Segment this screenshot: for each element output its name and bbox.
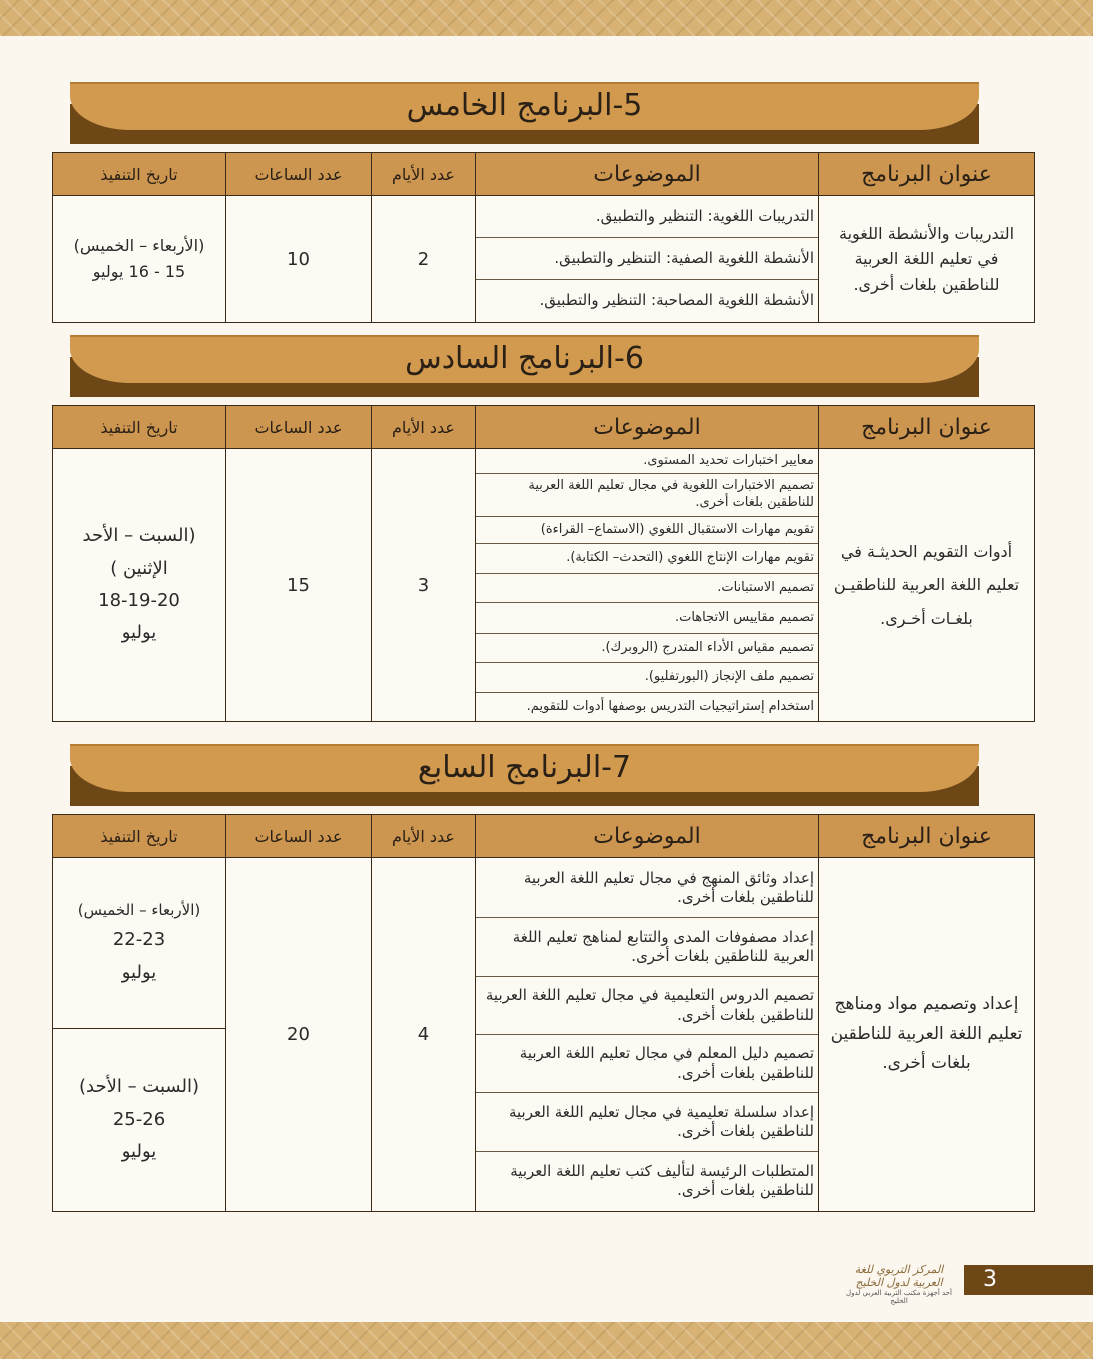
topic-item: تصميم مقياس الأداء المتدرج (الروبرك). <box>476 634 818 663</box>
program-7-hours: 20 <box>226 858 372 1212</box>
date-month: يوليو <box>121 1141 157 1163</box>
program-6-date <box>53 449 226 722</box>
logo-line-1: المركز التربوي للغة العربية لدول الخليج <box>854 1263 944 1289</box>
top-ornament-band <box>0 0 1093 36</box>
logo-line-2: أحد أجهزة مكتب التربية العربي لدول الخليج <box>846 1289 952 1305</box>
program-5-title: التدريبات والأنشطة اللغوية في تعليم اللغة العربية للناطقين بلغات أخرى. <box>819 196 1035 323</box>
col-topics-header: الموضوعات <box>476 153 819 196</box>
bottom-ornament-band <box>0 1322 1093 1359</box>
date-days: (الأربعاء – الخميس) <box>77 901 201 920</box>
program-5-heading: 5-البرنامج الخامس <box>406 88 643 123</box>
topic-item: إعداد سلسلة تعليمية في مجال تعليم اللغة العربية للناطقين بلغات أخرى. <box>476 1093 818 1152</box>
col-days-header: عدد الأيام <box>372 406 476 449</box>
date-days: (السبت – الأحد) <box>79 1076 199 1098</box>
page-number: 3 <box>983 1267 997 1292</box>
program-5-topics <box>476 196 819 323</box>
topic-item: التدريبات اللغوية: التنظير والتطبيق. <box>476 196 818 238</box>
date-nums: 25-26 <box>112 1108 166 1130</box>
date-block-2 <box>53 1029 225 1211</box>
program-6-days: 3 <box>372 449 476 722</box>
program-6-topics <box>476 449 819 722</box>
date-nums: 22-23 <box>112 929 166 951</box>
col-title-header: عنوان البرنامج <box>819 815 1035 858</box>
program-7-banner <box>70 744 979 824</box>
program-7-title: إعداد وتصميم مواد ومناهج تعليم اللغة العربية للناطقين بلغات أخرى. <box>819 858 1035 1212</box>
date-block-1 <box>53 858 225 1029</box>
program-5-banner <box>70 82 979 162</box>
program-7-date <box>53 858 226 1212</box>
topic-item: تقويم مهارات الإنتاج اللغوي (التحدث– الكتابة). <box>476 544 818 574</box>
col-days-header: عدد الأيام <box>372 815 476 858</box>
program-6-heading: 6-البرنامج السادس <box>405 341 644 376</box>
date-month: يوليو <box>121 961 157 983</box>
program-6-table <box>52 405 1035 722</box>
center-logo <box>838 1263 960 1305</box>
topic-item: تصميم مقاييس الاتجاهات. <box>476 603 818 634</box>
topic-item: المتطلبات الرئيسة لتأليف كتب تعليم اللغة العربية للناطقين بلغات أخرى. <box>510 1161 814 1199</box>
col-date-header: تاريخ التنفيذ <box>53 406 226 449</box>
date-month: يوليو <box>121 622 157 644</box>
date-nums: 18-19-20 <box>98 590 180 611</box>
topic-item: تصميم ملف الإنجاز (البورتفليو). <box>476 663 818 693</box>
topic-item: الأنشطة اللغوية المصاحبة: التنظير والتطبيق. <box>539 291 814 310</box>
program-6-banner <box>70 335 979 415</box>
col-hours-header: عدد الساعات <box>226 815 372 858</box>
col-days-header: عدد الأيام <box>372 153 476 196</box>
col-hours-header: عدد الساعات <box>226 153 372 196</box>
col-title-header: عنوان البرنامج <box>819 406 1035 449</box>
topic-item: الأنشطة اللغوية الصفية: التنظير والتطبيق. <box>476 238 818 280</box>
col-date-header: تاريخ التنفيذ <box>53 153 226 196</box>
topic-item: تقويم مهارات الاستقبال اللغوي (الاستماع– القراءة) <box>476 517 818 544</box>
date-days: (السبت – الأحد <box>82 525 196 547</box>
date-nums: 15 - 16 يوليو <box>92 262 186 281</box>
topic-item: تصميم الدروس التعليمية في مجال تعليم اللغة العربية للناطقين بلغات أخرى. <box>476 977 818 1035</box>
col-title-header: عنوان البرنامج <box>819 153 1035 196</box>
program-6-hours: 15 <box>226 449 372 722</box>
program-5-table <box>52 152 1035 323</box>
program-6-title: أدوات التقويم الحديثـة في تعليم اللغة العربية للناطقيـن بلغـات أخـرى. <box>819 449 1035 722</box>
topic-item: استخدام إستراتيجيات التدريس بوصفها أدوات للتقويم. <box>526 698 814 714</box>
topic-item: معايير اختبارات تحديد المستوى. <box>476 449 818 474</box>
program-7-topics <box>476 858 819 1212</box>
program-7-table <box>52 814 1035 1212</box>
program-5-hours: 10 <box>226 196 372 323</box>
date-days: (الأربعاء – الخميس) <box>73 236 205 256</box>
col-topics-header: الموضوعات <box>476 815 819 858</box>
topic-item: إعداد مصفوفات المدى والتتابع لمناهج تعليم اللغة العربية للناطقين بلغات أخرى. <box>476 918 818 977</box>
program-5-days: 2 <box>372 196 476 323</box>
topic-item: تصميم دليل المعلم في مجال تعليم اللغة العربية للناطقين بلغات أخرى. <box>476 1035 818 1093</box>
col-hours-header: عدد الساعات <box>226 406 372 449</box>
program-7-heading: 7-البرنامج السابع <box>417 750 632 785</box>
program-5-date <box>53 196 226 323</box>
col-date-header: تاريخ التنفيذ <box>53 815 226 858</box>
program-7-days: 4 <box>372 858 476 1212</box>
topic-item: تصميم الاختبارات اللغوية في مجال تعليم اللغة العربية للناطقين بلغات أخرى. <box>476 474 818 517</box>
date-days-2: الإثنين ) <box>110 557 168 579</box>
topic-item: تصميم الاستبانات. <box>476 574 818 603</box>
col-topics-header: الموضوعات <box>476 406 819 449</box>
topic-item: إعداد وثائق المنهج في مجال تعليم اللغة العربية للناطقين بلغات أخرى. <box>476 859 818 918</box>
